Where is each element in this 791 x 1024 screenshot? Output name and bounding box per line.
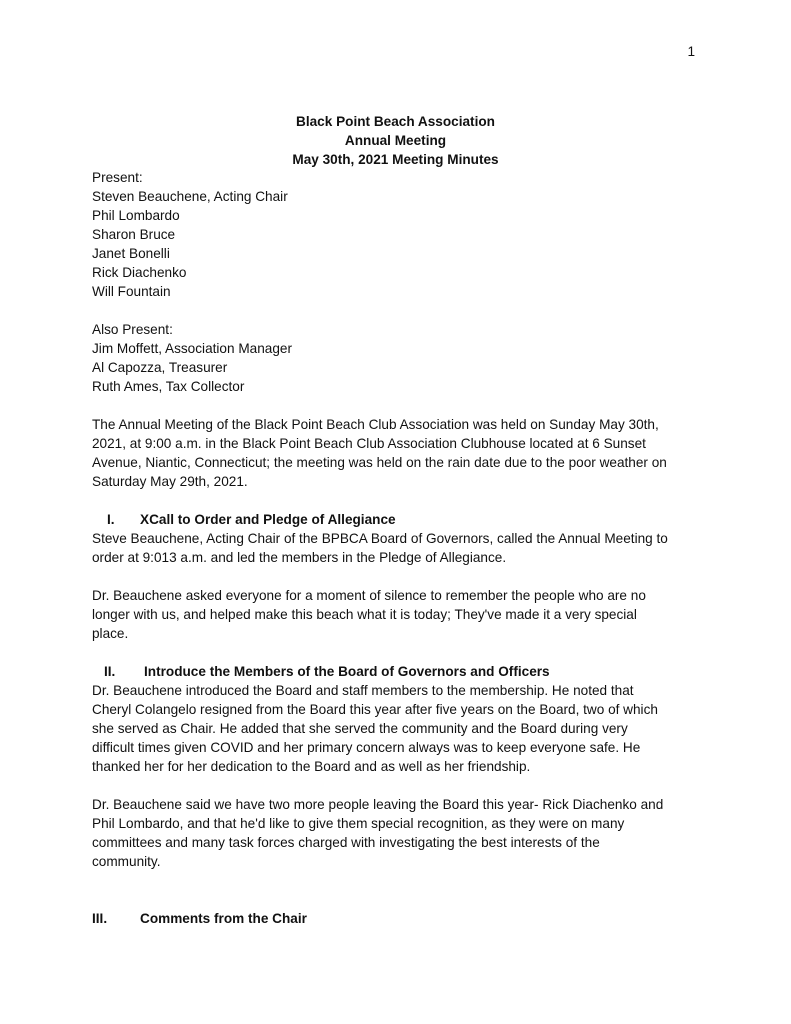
section-number: II. [104,664,116,679]
text-line: Dr. Beauchene said we have two more people leaving the Board this year- Rick Diachenko and [92,797,664,812]
present-list [92,168,702,301]
section-number: I. [107,512,115,527]
attendee: Jim Moffett, Association Manager [92,341,292,356]
section-heading-board-members [92,662,702,681]
text-line: Dr. Beauchene asked everyone for a moment of silence to remember the people who are no [92,588,646,603]
text-line: Dr. Beauchene introduced the Board and staff members to the membership. He noted that [92,683,634,698]
text-line: order at 9:013 a.m. and led the members in the Pledge of Allegiance. [92,550,507,565]
text-line: Steve Beauchene, Acting Chair of the BPBCA Board of Governors, called the Annual Meeting to [92,531,668,546]
attendee: Steven Beauchene, Acting Chair [92,189,288,204]
section-paragraph [92,586,702,643]
text-line: committees and many task forces charged with investigating the best interests of the [92,835,600,850]
text-line: Avenue, Niantic, Connecticut; the meeting was held on the rain date due to the poor weather on [92,455,667,470]
text-line: community. [92,854,161,869]
organization-name: Black Point Beach Association [296,114,495,129]
text-line: she served as Chair. He added that she served the community and the Board during very [92,721,628,736]
section-title: Introduce the Members of the Board of Governors and Officers [144,664,550,679]
attendee: Al Capozza, Treasurer [92,360,228,375]
text-line: thanked her for her dedication to the Board and as well as her friendship. [92,759,531,774]
page-number: 1 [687,44,695,59]
attendee: Will Fountain [92,284,171,299]
meeting-type: Annual Meeting [344,133,447,148]
text-line: The Annual Meeting of the Black Point Beach Club Association was held on Sunday May 30th, [92,417,659,432]
text-line: 2021, at 9:00 a.m. in the Black Point Beach Club Association Clubhouse located at 6 Sunset [92,436,646,451]
attendee: Sharon Bruce [92,227,176,242]
document-title-block [0,112,791,169]
attendee: Ruth Ames, Tax Collector [92,379,245,394]
section-paragraph [92,529,702,567]
section-title: Comments from the Chair [140,911,307,926]
also-present-label: Also Present: [92,322,173,337]
section-heading-comments-from-chair [92,909,702,928]
intro-paragraph [92,415,702,491]
section-title: XCall to Order and Pledge of Allegiance [140,512,396,527]
meeting-date-title: May 30th, 2021 Meeting Minutes [292,152,499,167]
also-present-list [92,320,702,396]
text-line: Phil Lombardo, and that he'd like to give them special recognition, as they were on many [92,816,625,831]
text-line: Saturday May 29th, 2021. [92,474,248,489]
attendee: Phil Lombardo [92,208,180,223]
section-number: III. [92,911,108,926]
text-line: longer with us, and helped make this beach what it is today; They've made it a very special [92,607,637,622]
section-paragraph [92,795,702,871]
text-line: difficult times given COVID and her primary concern always was to keep everyone safe. He [92,740,641,755]
attendee: Janet Bonelli [92,246,170,261]
present-label: Present: [92,170,143,185]
text-line: place. [92,626,129,641]
attendee: Rick Diachenko [92,265,187,280]
text-line: Cheryl Colangelo resigned from the Board this year after five years on the Board, two of which [92,702,658,717]
section-heading-call-to-order [92,510,702,529]
section-paragraph [92,681,702,776]
minutes-body [92,168,702,928]
